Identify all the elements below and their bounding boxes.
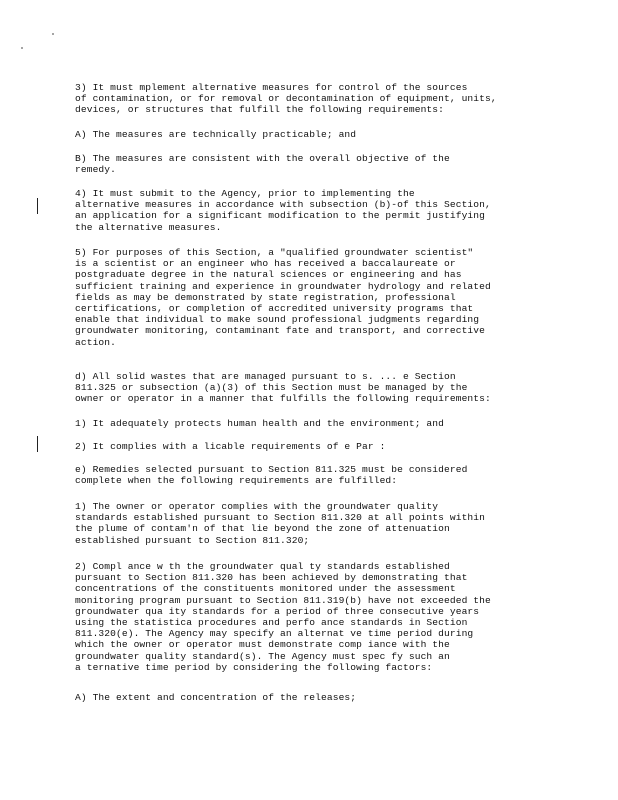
- paragraph-5: 5) For purposes of this Section, a "qualified groundwater scientist" is a scientist or an engineer who has received a baccalaureate or postgraduate degree in the natural sciences or engineering and has sufficient training and experience in groundwater hydrology and related fields as may be demonstrated by state registration, professional certifications, or completion of accredited university programs that enable that individual to make sound professional judgments regarding groundwater monitoring, contaminant fate and transport, and corrective action.: [75, 247, 491, 348]
- revision-bar: [37, 198, 38, 214]
- paragraph-d: d) All solid wastes that are managed pursuant to s. ... e Section 811.325 or subsection (a)(3) of this Section must be managed by the owner or operator in a manner that fulfills the following requirements:: [75, 371, 491, 405]
- paragraph-e2: 2) Compl ance w th the groundwater qual ty standards established pursuant to Section 811.320 has been achieved by demonstrating that concentrations of the constituents monitored under the assessment monitoring program pursuant to Section 811.319(b) have not exceeded the groundwater qua ity standards for a period of three consecutive years using the statistica procedures and perfo ance standards in Section 811.320(e). The Agency may specify an alternat ve time period during which the owner or operator must demonstrate comp iance with the groundwater quality standard(s). The Agency must spec fy such an a ternative time period by considering the following factors:: [75, 561, 491, 673]
- scan-speck: [52, 33, 54, 35]
- paragraph-4: 4) It must submit to the Agency, prior to implementing the alternative measures in accordance with subsection (b)-of this Section, an application for a significant modification to the permit justifying the alternative measures.: [75, 188, 491, 233]
- scan-speck: [21, 47, 23, 49]
- paragraph-3: 3) It must mplement alternative measures for control of the sources of contamination, or for removal or decontamination of equipment, units, devices, or structures that fulfill the following requirements:: [75, 82, 497, 116]
- paragraph-e2a: A) The extent and concentration of the releases;: [75, 692, 357, 703]
- paragraph-d1: 1) It adequately protects human health and the environment; and: [75, 418, 445, 429]
- revision-bar: [37, 436, 38, 452]
- paragraph-d2: 2) It complies with a licable requirements of e Par :: [75, 441, 386, 452]
- paragraph-e1: 1) The owner or operator complies with the groundwater quality standards established pursuant to Section 811.320 at all points within the plume of contam'n of that lie beyond the zone of attenuation established pursuant to Section 811.320;: [75, 501, 486, 546]
- paragraph-e: e) Remedies selected pursuant to Section 811.325 must be considered complete when the following requirements are fulfilled:: [75, 464, 468, 487]
- paragraph-3b: B) The measures are consistent with the overall objective of the remedy.: [75, 153, 450, 176]
- paragraph-3a: A) The measures are technically practicable; and: [75, 129, 357, 140]
